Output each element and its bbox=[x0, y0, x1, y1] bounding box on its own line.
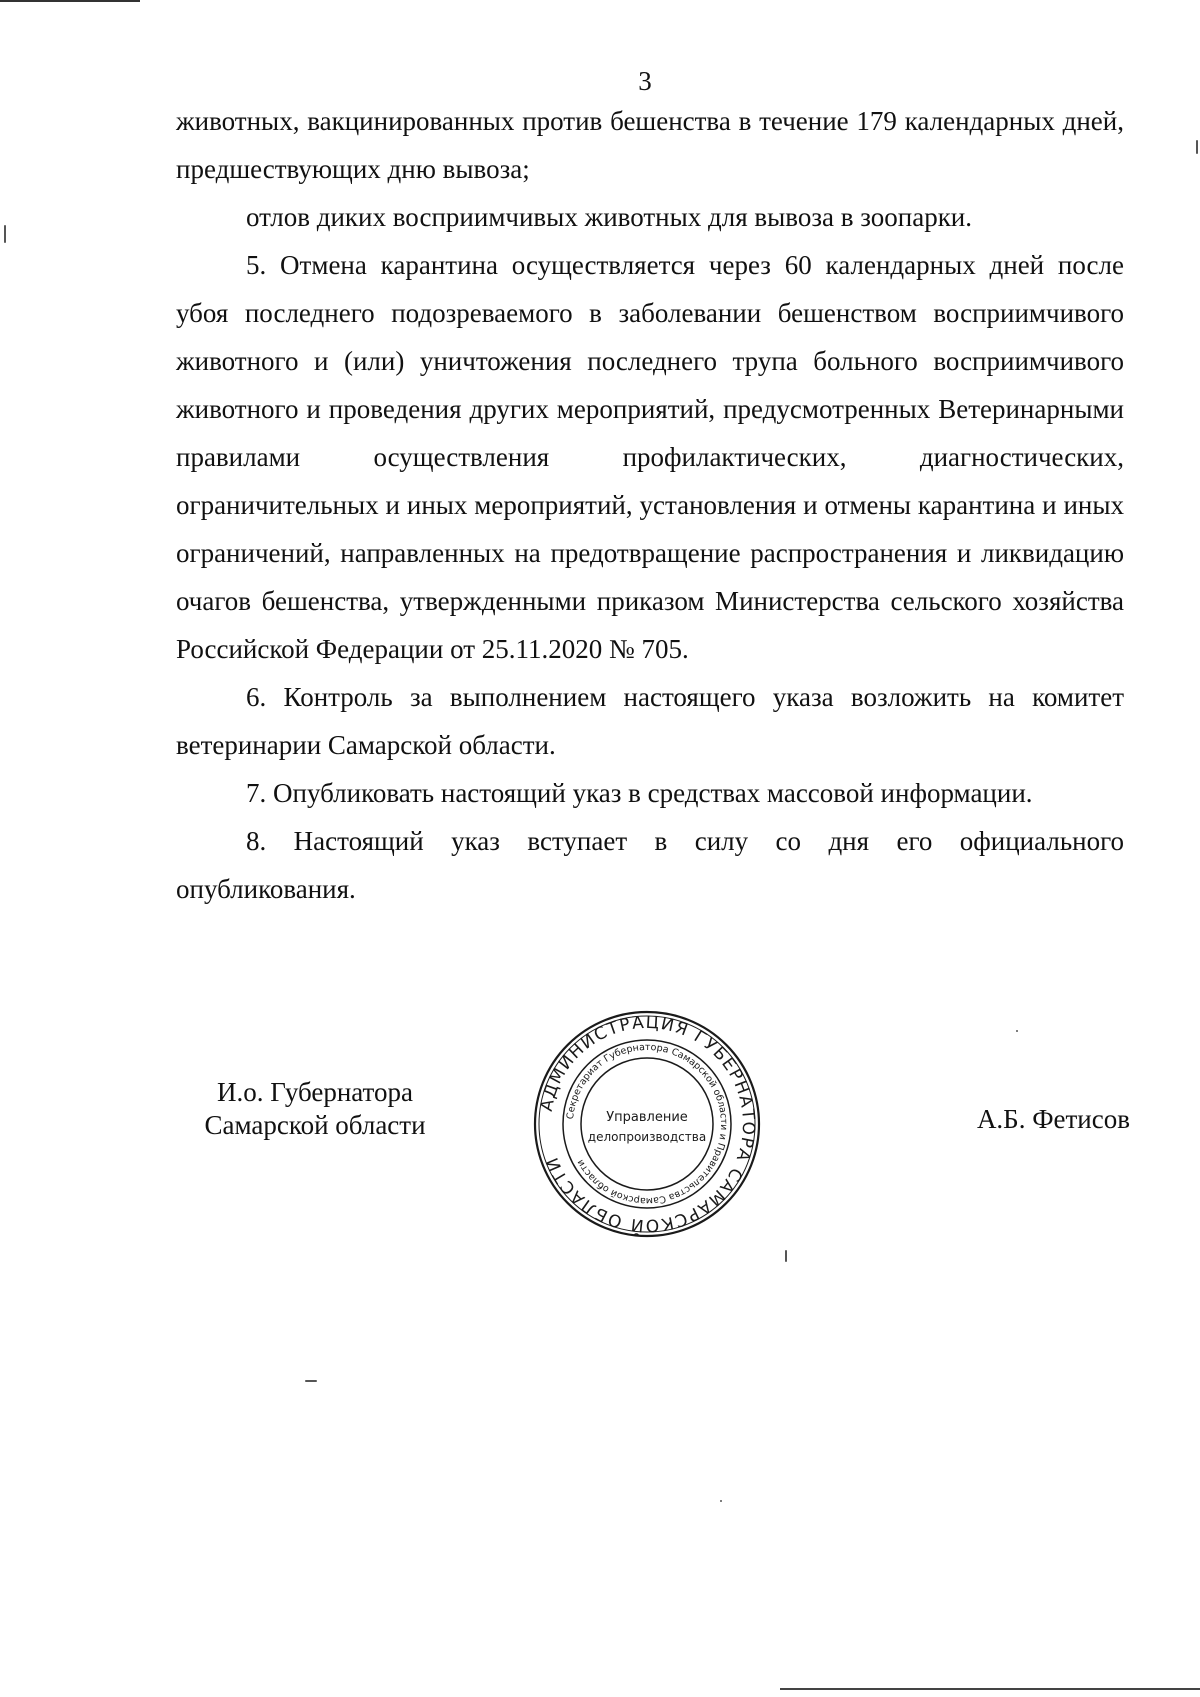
seal-center-line1: Управление bbox=[606, 1110, 688, 1125]
paragraph-item-7: 7. Опубликовать настоящий указ в средствах массовой информации. bbox=[246, 778, 1033, 808]
official-seal bbox=[532, 1008, 762, 1240]
scan-artifact-bottom bbox=[780, 1688, 1200, 1690]
seal-outer-text: АДМИНИСТРАЦИЯ ГУБЕРНАТОРА САМАРСКОЙ ОБЛАСТИ bbox=[536, 1012, 759, 1236]
scan-speck bbox=[4, 225, 6, 243]
paragraph-item-8: 8. Настоящий указ вступает в силу со дня его официального опубликования. bbox=[176, 826, 1124, 904]
document-body bbox=[176, 97, 1124, 913]
paragraph-continuation: животных, вакцинированных против бешенства в течение 179 календарных дней, предшествующих дню вывоза; bbox=[176, 106, 1124, 184]
paragraph-item-6: 6. Контроль за выполнением настоящего указа возложить на комитет ветеринарии Самарской области. bbox=[176, 682, 1124, 760]
signatory-name: А.Б. Фетисов bbox=[976, 1104, 1130, 1134]
signatory-position-line1: И.о. Губернатора bbox=[216, 1077, 413, 1107]
scan-speck bbox=[720, 1500, 722, 1502]
scan-speck bbox=[1196, 140, 1198, 154]
scan-speck bbox=[305, 1380, 317, 1382]
seal-center-line2: делопроизводства bbox=[587, 1130, 707, 1144]
seal-inner-text: Секретариат Губернатора Самарской области и Правительства Самарской области bbox=[565, 1041, 730, 1207]
signatory-position bbox=[180, 1076, 450, 1142]
scan-speck bbox=[1016, 1030, 1018, 1032]
signatory-position-line2: Самарской области bbox=[204, 1110, 426, 1140]
page-number: 3 bbox=[638, 66, 652, 96]
scan-speck bbox=[785, 1250, 787, 1262]
scan-artifact-top-left bbox=[0, 0, 140, 2]
paragraph-wild-animals: отлов диких восприимчивых животных для вывоза в зоопарки. bbox=[246, 202, 973, 232]
paragraph-item-5: 5. Отмена карантина осуществляется через 60 календарных дней после убоя последнего подозреваемого в заболевании бешенством восприимчивого животного и (или) уничтожения последнего трупа больного восприимчивого животного и проведения других мероприятий, предусмотренных Ветеринарными правилами осуществления профилактических, диагностических, ограничительных и иных мероприятий, установления и отмены карантина и иных ограничений, направленных на предотвращение распространения и ликвидацию очагов бешенства, утвержденными приказом Министерства сельского хозяйства Российской Федерации от 25.11.2020 № 705. bbox=[176, 250, 1124, 664]
